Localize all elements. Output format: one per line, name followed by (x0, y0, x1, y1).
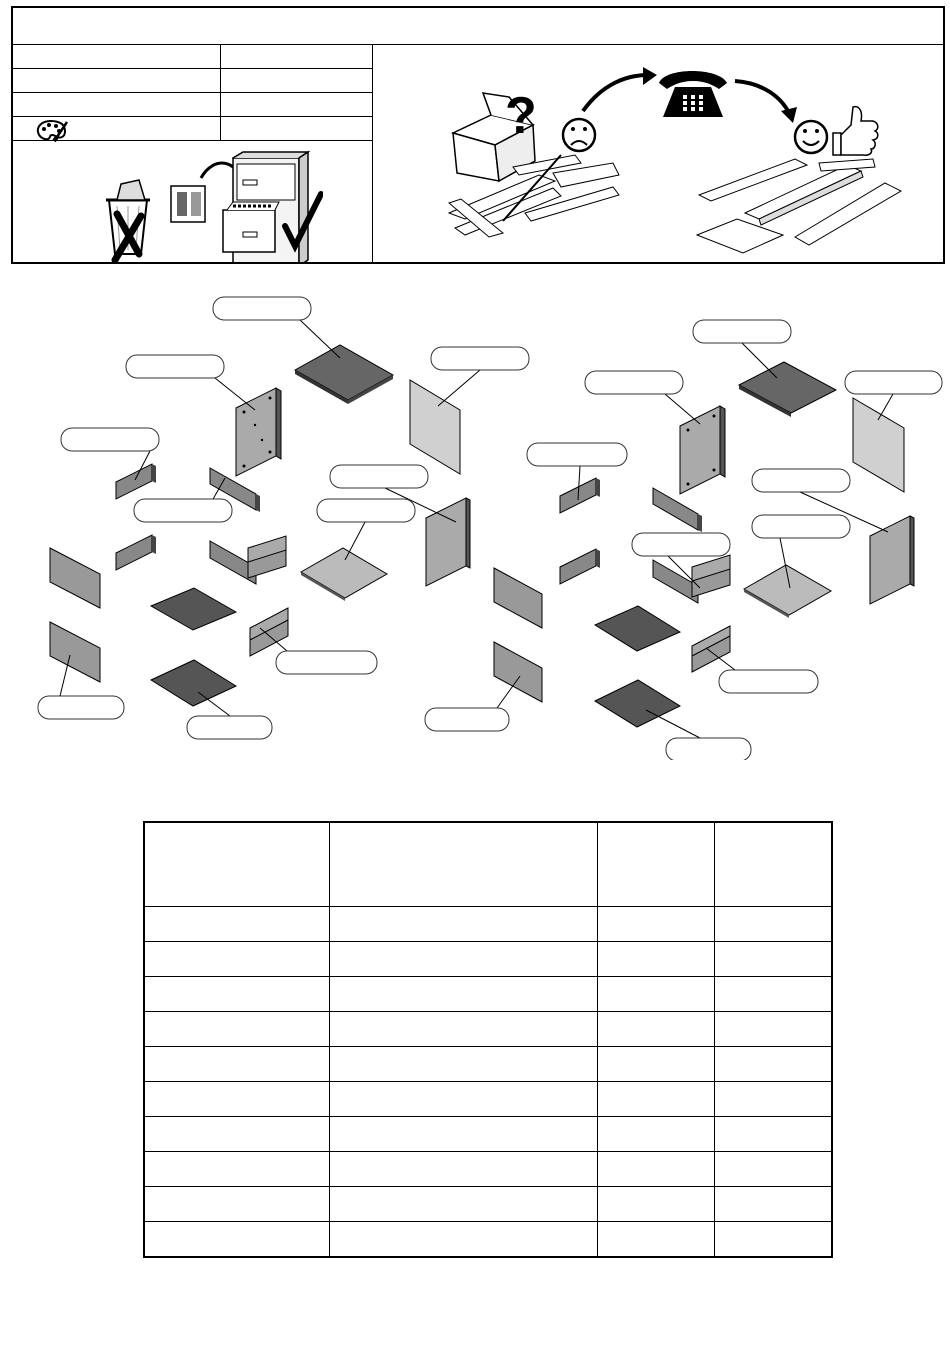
callout-c19 (425, 708, 509, 731)
part-bottom-panel-right-2 (595, 680, 680, 727)
callout-c18 (719, 670, 818, 693)
table-header-cell (715, 822, 833, 907)
table-cell (144, 1082, 330, 1117)
part-drawer-back-right (692, 626, 730, 672)
table-header-cell (330, 822, 598, 907)
info-label (13, 45, 221, 68)
callout-c15 (752, 469, 850, 492)
info-value (221, 45, 372, 68)
table-cell (715, 1047, 833, 1082)
table-cell (598, 1187, 715, 1222)
header-box (11, 6, 945, 264)
part-back-panel-right (853, 398, 904, 492)
table-cell (330, 942, 598, 977)
part-bottom-panel-left-2 (151, 660, 236, 706)
part-front-panel-left-1 (50, 548, 100, 608)
info-label (13, 93, 221, 116)
info-value (221, 69, 372, 92)
table-row (144, 1152, 832, 1187)
part-rail-right-3 (560, 549, 600, 584)
table-cell (598, 1082, 715, 1117)
callout-c6 (134, 499, 232, 522)
table-cell (598, 1222, 715, 1258)
table-cell (598, 977, 715, 1012)
table-row (144, 942, 832, 977)
header-title (13, 8, 943, 45)
table-cell (144, 1152, 330, 1187)
table-row (144, 1012, 832, 1047)
table-row (144, 977, 832, 1012)
table-cell (144, 1012, 330, 1047)
table-cell (330, 1222, 598, 1258)
part-rail-left-3 (116, 535, 156, 570)
contact-support-icon (443, 63, 903, 263)
table-cell (330, 907, 598, 942)
part-rail-right-1 (560, 478, 600, 513)
part-bottom-panel-right-1 (595, 606, 680, 651)
part-side-panel-right (680, 406, 725, 494)
part-rail-right-2 (653, 488, 702, 532)
part-door-right (870, 516, 914, 604)
table-cell (144, 1187, 330, 1222)
callout-c2 (126, 355, 224, 378)
part-shelf-light-right (744, 565, 831, 618)
table-cell (715, 1082, 833, 1117)
callout-c12 (585, 371, 683, 394)
callout-c14 (527, 443, 627, 466)
table-cell (330, 1117, 598, 1152)
callout-c11 (693, 320, 791, 343)
table-cell (330, 977, 598, 1012)
table-row (144, 1187, 832, 1222)
part-front-panel-right-2 (494, 642, 542, 702)
table-header-cell (598, 822, 715, 907)
table-cell (715, 1152, 833, 1187)
callout-c9 (38, 696, 124, 719)
table-cell (144, 1222, 330, 1258)
table-cell (144, 1117, 330, 1152)
part-front-panel-left-2 (50, 622, 100, 682)
part-rail-left-1 (116, 464, 156, 499)
table-cell (715, 1012, 833, 1047)
info-row (13, 69, 372, 93)
table-cell (598, 1012, 715, 1047)
table-cell (144, 977, 330, 1012)
keep-instructions-icon (103, 150, 323, 262)
part-top-panel-left (295, 345, 393, 404)
info-row (13, 45, 372, 69)
table-cell (715, 942, 833, 977)
info-label (13, 69, 221, 92)
table-cell (598, 907, 715, 942)
table-header-row (144, 822, 832, 907)
callout-c8 (276, 651, 377, 674)
info-row (13, 93, 372, 117)
part-bottom-panel-left-1 (151, 588, 236, 630)
info-value (221, 117, 372, 140)
table-cell (330, 1187, 598, 1222)
callout-c4 (61, 428, 159, 451)
table-row (144, 1047, 832, 1082)
part-side-panel-left (236, 388, 281, 476)
table-cell (715, 907, 833, 942)
parts-table (143, 821, 833, 1258)
svg-text:?: ? (505, 87, 537, 145)
part-drawer-back-left (250, 608, 288, 656)
table-cell (144, 1047, 330, 1082)
table-header-cell (144, 822, 330, 907)
palette-icon (35, 118, 69, 144)
header-divider (372, 45, 373, 264)
callout-c17 (752, 515, 850, 538)
table-row (144, 1117, 832, 1152)
callout-c20 (666, 738, 751, 760)
table-row (144, 907, 832, 942)
table-cell (598, 1047, 715, 1082)
table-cell (330, 1152, 598, 1187)
table-row (144, 1082, 832, 1117)
table-cell (144, 907, 330, 942)
table-cell (598, 1152, 715, 1187)
table-cell (144, 942, 330, 977)
table-cell (330, 1082, 598, 1117)
table-cell (715, 1222, 833, 1258)
table-cell (598, 942, 715, 977)
part-top-panel-right (739, 362, 836, 417)
part-drawer-side-left (210, 536, 286, 584)
table-cell (715, 1117, 833, 1152)
callout-c7 (317, 499, 415, 522)
parts-diagram (0, 280, 950, 760)
callout-c13 (845, 371, 942, 394)
table-cell (598, 1117, 715, 1152)
table-row (144, 1222, 832, 1258)
table-cell (715, 1187, 833, 1222)
info-value (221, 93, 372, 116)
part-shelf-light-left (301, 548, 387, 601)
table-cell (715, 977, 833, 1012)
callout-c16 (632, 533, 730, 556)
callout-c3 (431, 347, 529, 370)
callout-c1 (213, 297, 311, 320)
callout-c10 (187, 716, 272, 739)
part-front-panel-right-1 (494, 568, 542, 628)
table-cell (330, 1012, 598, 1047)
callout-c5 (330, 465, 428, 488)
table-cell (330, 1047, 598, 1082)
